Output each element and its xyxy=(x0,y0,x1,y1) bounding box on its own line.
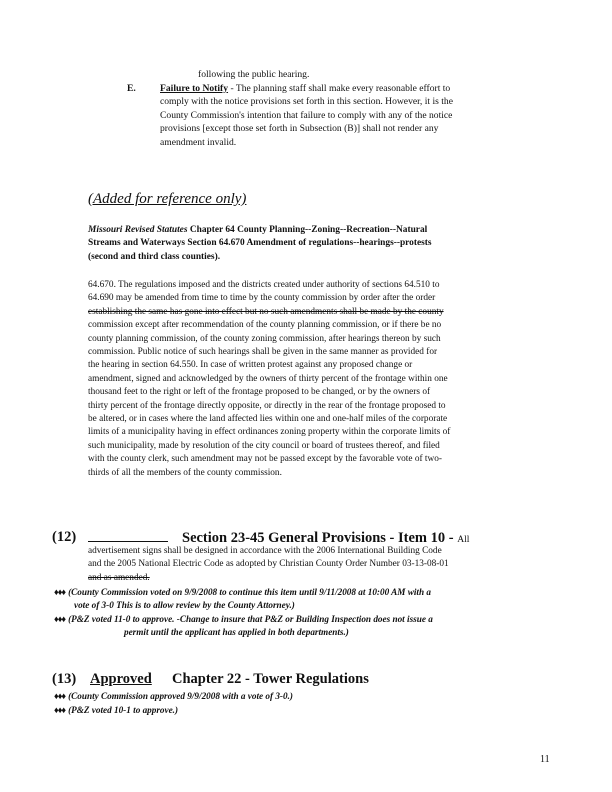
statute-line: 64.670. The regulations imposed and the districts created under authority of sections 64.510 to xyxy=(88,280,440,290)
item-title: Failure to Notify xyxy=(160,83,229,94)
statute-line: 64.690 may be amended from time to time by the county commission by order after the order xyxy=(88,293,436,304)
pz-note-cont: permit until the applicant has applied in both departments.) xyxy=(124,627,349,637)
diamond-bullet-icon: ♦♦♦ xyxy=(54,614,66,624)
pz-note xyxy=(54,613,564,626)
paragraph-line: comply with the notice provisions set forth in this section. However, it is the xyxy=(160,96,453,108)
reference-heading: (Added for reference only) xyxy=(88,191,247,207)
paragraph-line: amendment invalid. xyxy=(160,136,237,148)
statute-line: establishing the same has gone into effect but no such amendments shall be made by the county xyxy=(88,306,444,317)
item-number: (13) xyxy=(52,671,77,687)
statute-body xyxy=(88,279,558,480)
statute-line: limits of a municipality having in effect ordinances zoning property within the corporate limits of xyxy=(88,427,451,438)
commission-note xyxy=(54,586,564,599)
commission-note xyxy=(54,690,564,703)
title-tail: All xyxy=(457,534,470,545)
paragraph-line: provisions [except those set forth in Subsection (B)] shall not render any xyxy=(160,123,439,135)
status-label: Approved xyxy=(90,671,152,687)
section-title: Section 23-45 General Provisions - Item 10 - xyxy=(182,530,458,546)
statute-title-line: Streams and Waterways Section 64.670 Amendment of regulations--hearings--protests xyxy=(88,238,432,249)
diamond-bullet-icon: ♦♦♦ xyxy=(54,587,66,597)
section-title: Chapter 22 - Tower Regulations xyxy=(172,671,369,687)
statute-line: the hearing in section 64.550. In case of written protest against any proposed change or xyxy=(88,360,413,371)
statute-line: thousand feet to the right or left of the frontage proposed to be changed, or by the owners of xyxy=(88,387,431,398)
item12-body xyxy=(88,545,558,585)
statute-title-line: (second and third class counties). xyxy=(88,251,221,262)
pz-note xyxy=(54,704,564,717)
paragraph-line: - The planning staff shall make every reasonable effort to xyxy=(228,83,451,94)
statute-title xyxy=(88,224,558,264)
page-number: 11 xyxy=(540,754,550,765)
body-line: advertisement signs shall be designed in accordance with the 2006 International Building Code xyxy=(88,546,442,556)
item-letter: E. xyxy=(127,83,136,94)
item-number: (12) xyxy=(52,529,77,545)
statute-title-line: Chapter 64 County Planning--Zoning--Recreation--Natural xyxy=(187,225,428,235)
statute-line: such municipality, made by resolution of the city council or board of trustees thereof, and filed xyxy=(88,440,440,451)
statute-source: Missouri Revised Statutes xyxy=(88,225,188,235)
failure-to-notify-paragraph xyxy=(160,82,560,149)
note-line: (County Commission approved 9/9/2008 with a vote of 3-0.) xyxy=(68,691,293,701)
statute-line: commission except after recommendation of the county planning commission, or if there be no xyxy=(88,320,442,331)
statute-line: county planning commission, of the county zoning commission, after hearings thereon by such xyxy=(88,333,441,344)
statute-line: thirds of all the members of the county commission. xyxy=(88,467,282,478)
diamond-bullet-icon: ♦♦♦ xyxy=(54,705,66,715)
statute-line: be altered, or in cases where the land affected lies within one and one-half miles of the corporate xyxy=(88,414,448,425)
commission-note-cont: vote of 3-0 This is to allow review by the County Attorney.) xyxy=(74,600,295,610)
status-blank xyxy=(88,540,168,542)
continued-text-line: following the public hearing. xyxy=(198,69,310,80)
statute-line: thirty percent of the frontage directly opposite, or directly in the rear of the frontage proposed to xyxy=(88,400,446,411)
statute-line: with the county clerk, such amendment may not be passed except by the favorable vote of two- xyxy=(88,454,442,465)
paragraph-line: County Commission's intention that failure to comply with any of the notice xyxy=(160,109,453,121)
note-line: (P&Z voted 11-0 to approve. -Change to insure that P&Z or Building Inspection does not issue a xyxy=(68,614,433,624)
note-line: (P&Z voted 10-1 to approve.) xyxy=(68,705,179,715)
body-line: and the 2005 National Electric Code as adopted by Christian County Order Number 03-13-08-01 xyxy=(88,559,449,570)
statute-line: commission. Public notice of such hearings shall be given in the same manner as provided for xyxy=(88,347,438,358)
statute-line: amendment, signed and acknowledged by the owners of thirty percent of the frontage within one xyxy=(88,373,448,384)
diamond-bullet-icon: ♦♦♦ xyxy=(54,691,66,701)
note-line: (County Commission voted on 9/9/2008 to continue this item until 9/11/2008 at 10:00 AM with a xyxy=(68,587,431,597)
body-line: and as amended. xyxy=(88,572,150,583)
